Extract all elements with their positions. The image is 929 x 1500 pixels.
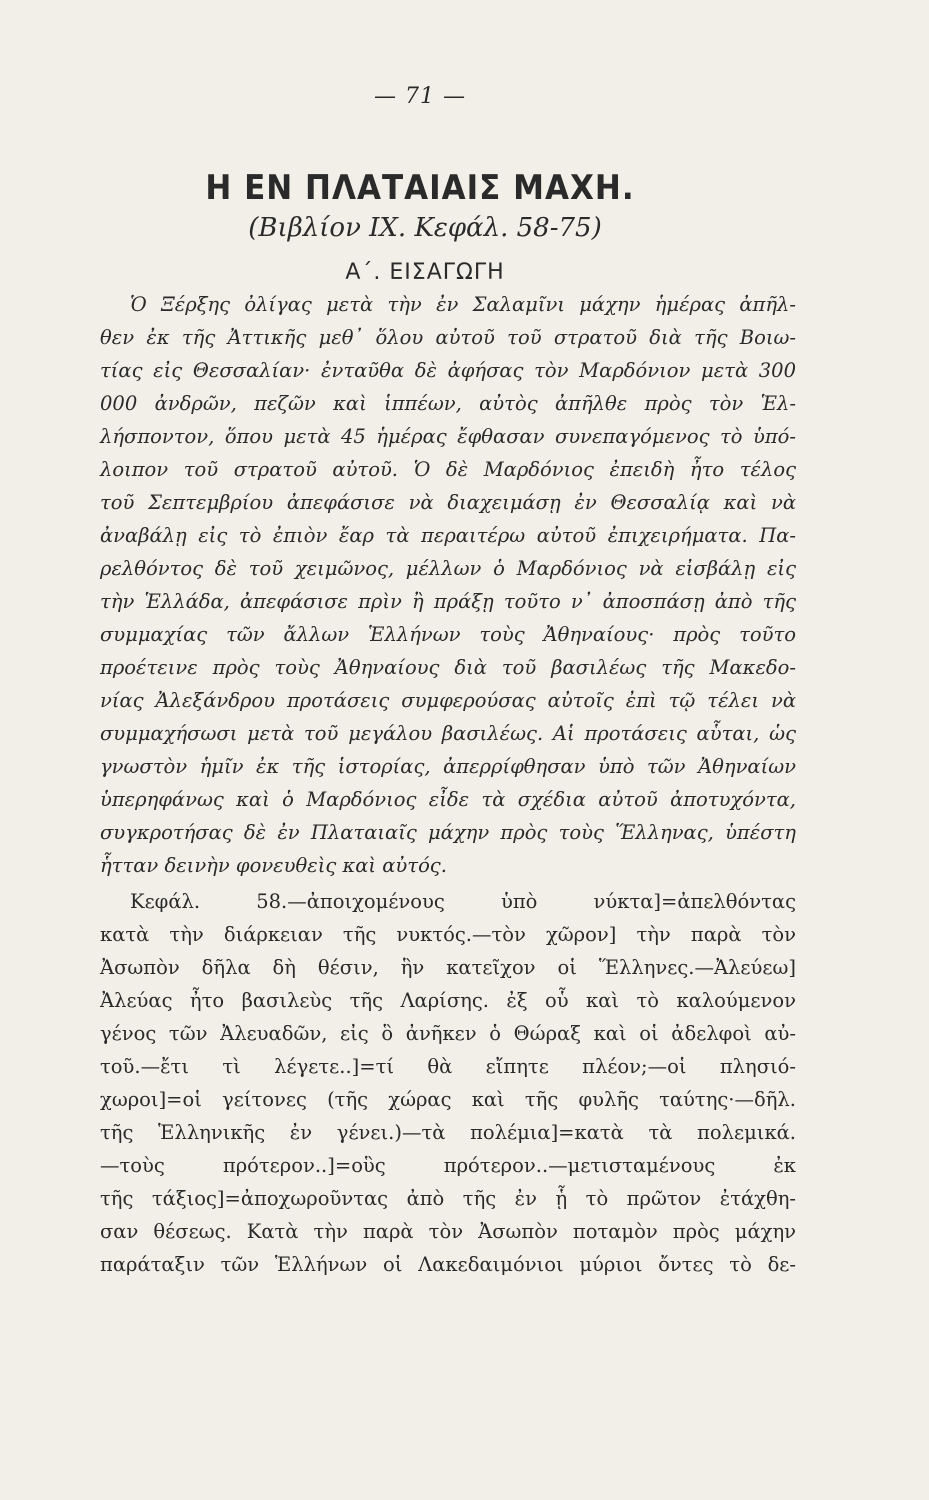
text-line: συμμαχήσωσι μετὰ τοῦ μεγάλου βασιλέως. Αἱ προτάσεις αὗται, ὡς [100, 722, 796, 745]
note-line: σαν θέσεως. Κατὰ τὴν παρὰ τὸν Ἀσωπὸν ποταμὸν πρὸς μάχην [100, 1220, 796, 1243]
text-line: προέτεινε πρὸς τοὺς Ἀθηναίους διὰ τοῦ βασιλέως τῆς Μακεδο- [100, 656, 796, 679]
text-line: ὑπερηφάνως καὶ ὁ Μαρδόνιος εἶδε τὰ σχέδια αὐτοῦ ἀποτυχόντα, [100, 788, 796, 811]
text-line: τοῦ Σεπτεμβρίου ἀπεφάσισε νὰ διαχειμάσῃ ἐν Θεσσαλίᾳ καὶ νὰ [100, 491, 796, 514]
text-line: λήσποντον, ὅπου μετὰ 45 ἡμέρας ἔφθασαν συνεπαγόμενος τὸ ὑπό- [100, 425, 796, 448]
note-line: χωροι]=οἱ γείτονες (τῆς χώρας καὶ τῆς φυλῆς ταύτης·—δῆλ. [100, 1088, 796, 1111]
text-line: 000 ἀνδρῶν, πεζῶν καὶ ἱππέων, αὐτὸς ἀπῆλθε πρὸς τὸν Ἑλ- [100, 392, 796, 415]
chapter-subtitle: (Βιβλίον IX. Κεφάλ. 58-75) [248, 213, 602, 243]
note-line: τοῦ.—ἔτι τὶ λέγετε..]=τί θὰ εἴπητε πλέον;—οἱ πλησιό- [100, 1055, 796, 1078]
note-line: τῆς Ἑλληνικῆς ἐν γένει.)—τὰ πολέμια]=κατὰ τὰ πολεμικά. [100, 1121, 796, 1144]
page-number: — 71 — [374, 84, 466, 109]
note-line: παράταξιν τῶν Ἑλλήνων οἱ Λακεδαιμόνιοι μύριοι ὄντες τὸ δε- [100, 1253, 796, 1276]
note-line: Ἀλεύας ἦτο βασιλεὺς τῆς Λαρίσης. ἐξ οὗ καὶ τὸ καλούμενον [100, 989, 796, 1012]
text-line: τίας εἰς Θεσσαλίαν· ἐνταῦθα δὲ ἀφήσας τὸν Μαρδόνιον μετὰ 300 [100, 359, 796, 382]
text-line: Ὁ Ξέρξης ὀλίγας μετὰ τὴν ἐν Σαλαμῖνι μάχην ἡμέρας ἀπῆλ- [130, 293, 796, 316]
text-line: γνωστὸν ἡμῖν ἐκ τῆς ἱστορίας, ἀπερρίφθησαν ὑπὸ τῶν Ἀθηναίων [100, 755, 796, 778]
chapter-title: Η ΕΝ ΠΛΑΤΑΙΑΙΣ ΜΑΧΗ. [205, 168, 635, 208]
note-line: γένος τῶν Ἀλευαδῶν, εἰς ὃ ἀνῆκεν ὁ Θώραξ καὶ οἱ ἀδελφοὶ αὐ- [100, 1022, 796, 1045]
text-line: νίας Ἀλεξάνδρου προτάσεις συμφερούσας αὐτοῖς ἐπὶ τῷ τέλει νὰ [100, 689, 796, 712]
note-line: τῆς τάξιος]=ἀποχωροῦντας ἀπὸ τῆς ἐν ᾗ τὸ πρῶτον ἐτάχθη- [100, 1187, 796, 1210]
note-line: —τοὺς πρότερον..]=οὓς πρότερον..—μετισταμένους ἐκ [100, 1154, 796, 1177]
text-line: συμμαχίας τῶν ἄλλων Ἑλλήνων τοὺς Ἀθηναίους· πρὸς τοῦτο [100, 623, 796, 646]
note-line: Κεφάλ. 58.—ἀποιχομένους ὑπὸ νύκτα]=ἀπελθόντας [130, 890, 796, 913]
note-line: Ἀσωπὸν δῆλα δὴ θέσιν, ἣν κατεῖχον οἱ Ἕλληνες.—Ἀλεύεω] [100, 956, 796, 979]
text-line: θεν ἐκ τῆς Ἀττικῆς μεθ᾽ ὅλου αὐτοῦ τοῦ στρατοῦ διὰ τῆς Βοιω- [100, 326, 796, 349]
section-heading: Α΄. ΕΙΣΑΓΩΓΗ [345, 260, 505, 285]
text-line: ἀναβάλῃ εἰς τὸ ἐπιὸν ἔαρ τὰ περαιτέρω αὐτοῦ ἐπιχειρήματα. Πα- [100, 524, 796, 547]
text-line: συγκροτήσας δὲ ἐν Πλαταιαῖς μάχην πρὸς τοὺς Ἕλληνας, ὑπέστη [100, 821, 796, 844]
text-line: τὴν Ἑλλάδα, ἀπεφάσισε πρὶν ἢ πράξῃ τοῦτο ν᾽ ἀποσπάσῃ ἀπὸ τῆς [100, 590, 796, 613]
note-line: κατὰ τὴν διάρκειαν τῆς νυκτός.—τὸν χῶρον] τὴν παρὰ τὸν [100, 923, 796, 946]
text-line: λοιπον τοῦ στρατοῦ αὐτοῦ. Ὁ δὲ Μαρδόνιος ἐπειδὴ ἦτο τέλος [100, 458, 796, 481]
text-line: ἧτταν δεινὴν φονευθεὶς καὶ αὐτός. [100, 854, 447, 877]
text-line: ρελθόντος δὲ τοῦ χειμῶνος, μέλλων ὁ Μαρδόνιος νὰ εἰσβάλῃ εἰς [100, 557, 796, 580]
